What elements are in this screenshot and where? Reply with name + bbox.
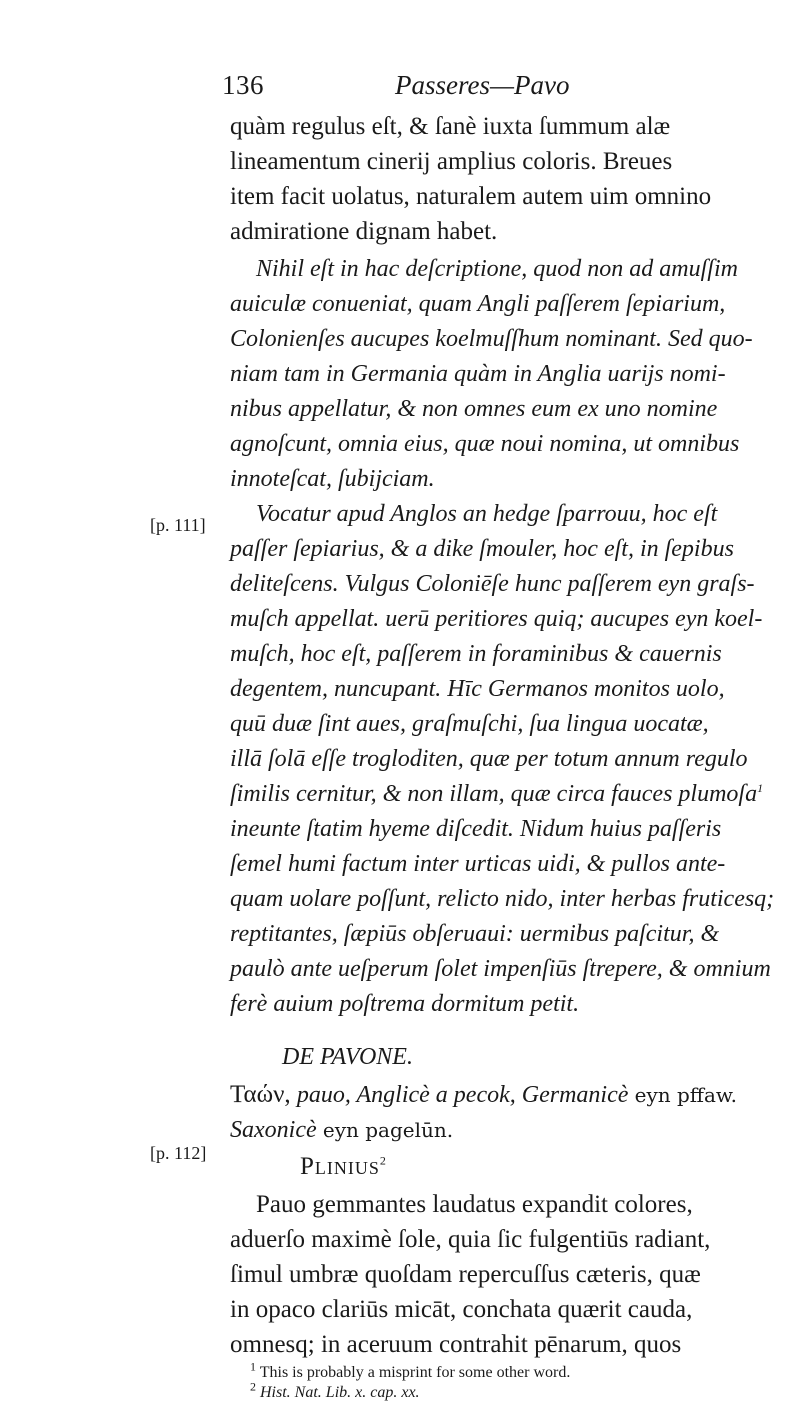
text-line: item facit uolatus, naturalem autem uim omnino (230, 183, 712, 210)
text-line: aduerſo maximè ſole, quia ſic fulgentiūs radiant, (230, 1226, 711, 1253)
text-line: niam tam in Germania quàm in Anglia uarijs nomi- (230, 361, 726, 387)
text-line: ferè auium poſtrema dormitum petit. (230, 991, 580, 1017)
footnote-number: 2 (250, 1379, 256, 1394)
text-line: Colonienſes aucupes koelmuſſhum nominant. Sed quo- (230, 326, 753, 352)
footnote-ref[interactable]: 2 (379, 1153, 387, 1168)
page-header (0, 70, 800, 110)
greek-name: Ταών, (230, 1081, 291, 1108)
footnote-text: Hist. Nat. Lib. x. cap. xx. (260, 1384, 420, 1401)
footnote-text: This is probably a misprint for some other word. (259, 1364, 571, 1381)
text-line: Vocatur apud Anglos an hedge ſparrouu, hoc eſt (256, 501, 718, 527)
text-line: Nihil eſt in hac deſcriptione, quod non ad amuſſim (256, 256, 738, 282)
page-number: 136 (222, 70, 264, 100)
names-line (230, 1115, 453, 1145)
author-heading (300, 1152, 387, 1182)
text-line: reptitantes, ſæpiūs obſeruaui: uermibus paſcitur, & (230, 921, 720, 947)
names-text: Saxonicè (230, 1117, 317, 1143)
section-title: DE PAVONE. (282, 1044, 413, 1070)
footnote (250, 1379, 420, 1403)
text-line: paſſer ſepiarius, & a dike ſmouler, hoc eſt, in ſepibus (230, 536, 734, 562)
author-name: Plinius (300, 1153, 380, 1180)
text-line: admiratione dignam habet. (230, 218, 498, 245)
text-line: paulò ante ueſperum ſolet impenſiūs ſtrepere, & omnium (230, 956, 771, 982)
text-line: ſimul umbræ quoſdam repercuſſus cæteris, quæ (230, 1261, 701, 1288)
footnote-number: 1 (250, 1359, 256, 1374)
margin-page-ref: [p. 112] (150, 1143, 207, 1163)
text-line: muſch appellat. uerū peritiores quiq; aucupes eyn koel- (230, 606, 763, 632)
text-line: agnoſcunt, omnia eius, quæ noui nomina, ut omnibus (230, 431, 740, 457)
gothic-name: eyn pffaw. (634, 1083, 738, 1107)
line-text: ſimilis cernitur, & non illam, quæ circa fauces plumoſa (230, 781, 758, 807)
text-line: Pauo gemmantes laudatus expandit colores, (256, 1191, 693, 1218)
text-line: lineamentum cinerij amplius coloris. Breues (230, 148, 673, 175)
text-line: degentem, nuncupant. Hīc Germanos monitos uolo, (230, 676, 725, 702)
text-line: ineunte ſtatim hyeme diſcedit. Nidum huius paſſeris (230, 816, 722, 842)
text-line: deliteſcens. Vulgus Coloniēſe hunc paſſerem eyn graſs- (230, 571, 755, 597)
text-line: innoteſcat, ſubijciam. (230, 466, 435, 492)
text-line (230, 779, 763, 809)
text-line: quū duæ ſint aues, graſmuſchi, ſua lingua uocatæ, (230, 711, 709, 737)
names-line (230, 1080, 737, 1110)
names-text: pauo, Anglicè a pecok, Germanicè (296, 1082, 629, 1108)
text-line: quàm regulus eſt, & ſanè iuxta ſummum alæ (230, 113, 671, 140)
text-line: muſch, hoc eſt, paſſerem in foraminibus & cauernis (230, 641, 722, 667)
text-line: omnesq; in aceruum contrahit pēnarum, quos (230, 1331, 682, 1358)
text-line: illā ſolā eſſe trogloditen, quæ per totum annum regulo (230, 746, 748, 772)
text-line: quam uolare poſſunt, relicto nido, inter herbas fruticesq; (230, 886, 775, 912)
text-line: in opaco clariūs micāt, conchata quærit cauda, (230, 1296, 693, 1323)
running-title: Passeres—Pavo (395, 70, 570, 100)
footnote (250, 1359, 571, 1383)
gothic-name: eyn pagelūn. (322, 1118, 454, 1142)
margin-page-ref: [p. 111] (150, 515, 206, 535)
text-line: ſemel humi factum inter urticas uidi, & pullos ante- (230, 851, 726, 877)
text-line: nibus appellatur, & non omnes eum ex uno nomine (230, 396, 718, 422)
text-line: auiculæ conueniat, quam Angli paſſerem ſepiarium, (230, 291, 726, 317)
footnote-ref[interactable]: 1 (757, 781, 764, 795)
